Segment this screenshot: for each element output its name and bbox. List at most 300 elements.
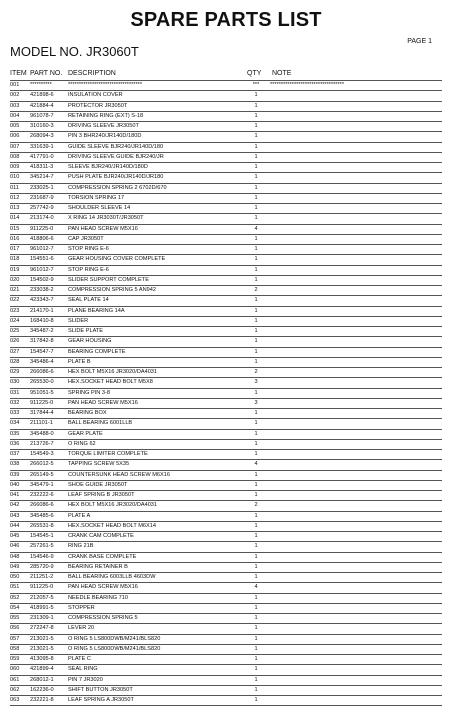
part-number: 257261-5 — [30, 543, 54, 550]
description: SHOE GUIDE JR3050T — [68, 481, 128, 488]
table-row — [10, 295, 442, 305]
table-row — [10, 111, 442, 121]
description: BALL BEARING 6001LLB — [68, 420, 133, 427]
quantity: 1 — [254, 625, 258, 632]
quantity: 1 — [254, 430, 258, 437]
description: BEARING RETAINER B — [68, 563, 128, 570]
description: GEAR HOUSING COVER COMPLETE — [68, 256, 166, 263]
part-number: 214170-1 — [30, 307, 54, 314]
part-number: 423343-7 — [30, 297, 54, 304]
description: HEX.SOCKET HEAD BOLT M5X8 — [68, 379, 153, 386]
quantity: 3 — [254, 379, 258, 386]
part-number: 231687-9 — [30, 194, 54, 201]
item-number: 037 — [10, 451, 20, 457]
quantity: 1 — [254, 574, 258, 580]
item-number: 035 — [10, 430, 20, 437]
quantity: 1 — [254, 410, 258, 416]
quantity: 1 — [254, 235, 258, 242]
description: O RING 62 — [68, 440, 96, 447]
description: SEAL PLATE 14 — [68, 297, 109, 304]
description: COUNTERSUNK HEAD SCREW M6X16 — [68, 471, 170, 478]
item-number: 014 — [10, 215, 20, 222]
part-number: 345485-6 — [30, 512, 54, 519]
item-number: 025 — [10, 328, 20, 334]
item-number: 026 — [10, 338, 20, 345]
part-number: 233025-1 — [30, 184, 54, 191]
column-header-note: NOTE — [272, 70, 292, 77]
quantity: *** — [252, 82, 260, 88]
item-number: 062 — [10, 686, 20, 693]
table-row — [10, 664, 442, 674]
quantity: 2 — [254, 502, 258, 509]
quantity: 1 — [254, 563, 258, 570]
quantity: 1 — [254, 697, 258, 703]
item-number: 061 — [10, 676, 20, 683]
item-number: 052 — [10, 594, 20, 601]
quantity: 2 — [254, 369, 258, 375]
table-row — [10, 203, 442, 213]
part-number: 268012-1 — [30, 676, 54, 683]
description: PLATE B — [68, 358, 91, 365]
item-number: 063 — [10, 697, 20, 703]
part-number: 418311-3 — [30, 164, 54, 170]
item-number: 034 — [10, 420, 20, 427]
description: SLIDER SUPPORT COMPLETE — [68, 276, 149, 283]
part-number: 272247-8 — [30, 625, 54, 632]
item-number: 021 — [10, 287, 20, 293]
part-number: 961012-7 — [30, 246, 54, 252]
item-number: 046 — [10, 543, 20, 550]
item-number: 009 — [10, 164, 20, 170]
quantity: 1 — [254, 276, 258, 283]
table-row — [10, 490, 442, 500]
item-number: 050 — [10, 574, 20, 580]
quantity: 1 — [254, 543, 258, 550]
description: CRANK BASE COMPLETE — [68, 553, 137, 560]
part-number: 317842-8 — [30, 338, 54, 345]
quantity: 2 — [254, 287, 258, 293]
item-number: 028 — [10, 358, 20, 365]
quantity: 1 — [254, 184, 258, 191]
description: COMPRESSION SPRING 5 — [68, 615, 138, 621]
quantity: 1 — [254, 656, 258, 662]
part-number: 266086-6 — [30, 369, 54, 375]
part-number: 417791-0 — [30, 153, 54, 160]
table-row — [10, 418, 442, 428]
item-number: 018 — [10, 256, 20, 263]
quantity: 1 — [254, 307, 258, 314]
table-row — [10, 172, 442, 182]
quantity: 1 — [254, 604, 258, 611]
part-number: 345479-1 — [30, 481, 54, 488]
quantity: 1 — [254, 246, 258, 252]
quantity: 1 — [254, 164, 258, 170]
table-row — [10, 552, 442, 562]
table-row — [10, 90, 442, 100]
description: SLIDE PLATE — [68, 328, 104, 334]
table-row — [10, 326, 442, 336]
quantity: 1 — [254, 666, 258, 673]
part-number: 265531-8 — [30, 522, 54, 529]
table-row — [10, 101, 442, 111]
description: SLEEVE BJR240/JR140D/180D — [68, 164, 148, 170]
item-number: 036 — [10, 440, 20, 447]
table-row — [10, 357, 442, 367]
model-number: MODEL NO. JR3060T — [10, 44, 139, 59]
quantity: 1 — [254, 174, 258, 181]
part-number: 211101-1 — [30, 420, 53, 427]
part-number: 154502-9 — [30, 276, 54, 283]
part-number: 421884-4 — [30, 102, 54, 109]
description: RING 21B — [68, 543, 94, 550]
table-row — [10, 162, 442, 172]
quantity: 1 — [254, 348, 258, 355]
item-number: 010 — [10, 174, 20, 181]
item-number: 019 — [10, 266, 20, 273]
item-number: 001 — [10, 82, 20, 88]
item-number: 015 — [10, 225, 20, 232]
description: BALL BEARING 6003LLB 4603DW — [68, 574, 156, 580]
description: HEX BOLT M5X16 JR3020/DA4031 — [68, 502, 158, 509]
item-number: 055 — [10, 615, 20, 621]
description: COMPRESSION SPRING 5 AN942 — [68, 287, 156, 293]
parts-table — [10, 80, 442, 706]
quantity: 1 — [254, 153, 258, 160]
table-row — [10, 183, 442, 193]
table-row — [10, 265, 442, 275]
table-row — [10, 234, 442, 244]
column-header-item: ITEM — [10, 70, 27, 77]
part-number: 213021-5 — [30, 635, 54, 642]
item-number: 040 — [10, 481, 20, 488]
table-row — [10, 500, 442, 510]
part-number: 265149-5 — [30, 471, 54, 478]
table-row — [10, 644, 442, 654]
item-number: 054 — [10, 604, 20, 611]
item-number: 008 — [10, 153, 20, 160]
part-number: 911225-0 — [30, 584, 54, 591]
description: LEAF SPRING A JR3050T — [68, 697, 134, 703]
quantity: 1 — [254, 317, 258, 324]
item-number: 038 — [10, 461, 20, 468]
table-row — [10, 377, 442, 387]
description: PLATE C — [68, 656, 91, 662]
table-row — [10, 121, 442, 131]
quantity: 1 — [254, 297, 258, 304]
table-row — [10, 582, 442, 592]
table-row — [10, 449, 442, 459]
item-number: 059 — [10, 656, 20, 662]
description: PLANE BEARING 14A — [68, 307, 125, 314]
description: TAPPING SCREW 5X35 — [68, 461, 130, 468]
part-number: 345486-4 — [30, 358, 54, 365]
item-number: 029 — [10, 369, 20, 375]
note: ********************************** — [270, 82, 345, 88]
quantity: 1 — [254, 112, 258, 119]
item-number: 056 — [10, 625, 20, 632]
description: ********************************** — [68, 82, 143, 88]
part-number: 345214-7 — [30, 174, 54, 181]
quantity: 1 — [254, 92, 258, 99]
table-row — [10, 572, 442, 582]
item-number: 005 — [10, 123, 20, 129]
part-number: 317844-4 — [30, 410, 54, 416]
item-number: 060 — [10, 666, 20, 673]
item-number: 017 — [10, 246, 20, 252]
table-row — [10, 562, 442, 572]
table-row — [10, 470, 442, 480]
part-number: 154547-7 — [30, 348, 54, 355]
table-row — [10, 541, 442, 551]
description: SLIDER — [68, 317, 89, 324]
quantity: 1 — [254, 133, 258, 140]
item-number: 023 — [10, 307, 20, 314]
quantity: 1 — [254, 492, 258, 498]
item-number: 048 — [10, 553, 20, 560]
part-number: 168410-8 — [30, 317, 54, 324]
quantity: 1 — [254, 553, 258, 560]
quantity: 1 — [254, 205, 258, 211]
item-number: 003 — [10, 102, 20, 109]
table-row — [10, 408, 442, 418]
part-number: 213174-0 — [30, 215, 54, 222]
item-number: 049 — [10, 563, 20, 570]
table-row — [10, 654, 442, 664]
table-header — [10, 70, 442, 80]
description: PROTECTOR JR3050T — [68, 102, 128, 109]
quantity: 1 — [254, 635, 258, 642]
quantity: 1 — [254, 215, 258, 222]
description: SPRING PIN 3-8 — [68, 389, 110, 396]
quantity: 1 — [254, 533, 258, 539]
part-number: 154546-9 — [30, 553, 54, 560]
item-number: 032 — [10, 399, 20, 406]
table-row — [10, 224, 442, 234]
part-number: 285720-9 — [30, 563, 54, 570]
description: INSULATION COVER — [68, 92, 123, 99]
table-row — [10, 347, 442, 357]
quantity: 1 — [254, 338, 258, 345]
quantity: 1 — [254, 123, 258, 129]
item-number: 033 — [10, 410, 20, 416]
quantity: 4 — [254, 225, 258, 232]
description: GEAR PLATE — [68, 430, 103, 437]
description: STOP RING E-6 — [68, 266, 109, 273]
description: COMPRESSION SPRING 2 6702D/670 — [68, 184, 167, 191]
quantity: 1 — [254, 194, 258, 201]
description: CAP JR3050T — [68, 235, 104, 242]
table-row — [10, 388, 442, 398]
description: HEX.SOCKET HEAD BOLT M6X14 — [68, 522, 156, 529]
description: BEARING COMPLETE — [68, 348, 126, 355]
table-row — [10, 623, 442, 633]
part-number: 213021-5 — [30, 645, 54, 652]
part-number: 418991-5 — [30, 604, 54, 611]
quantity: 1 — [254, 645, 258, 652]
item-number: 011 — [10, 184, 19, 191]
part-number: 162236-0 — [30, 686, 54, 693]
description: PIN 3 BHR240/JR140D/180D — [68, 133, 142, 140]
description: DRIVING SLEEVE GUIDE BJR240/JR — [68, 153, 164, 160]
table-row — [10, 521, 442, 531]
part-number: 345487-2 — [30, 328, 54, 334]
description: PIN 7 JR3020 — [68, 676, 103, 683]
part-number: 231309-1 — [30, 615, 54, 621]
description: SHIFT BUTTON JR3050T — [68, 686, 133, 693]
table-row — [10, 254, 442, 264]
part-number: 951051-5 — [30, 389, 54, 396]
part-number: 233038-2 — [30, 287, 54, 293]
table-row — [10, 675, 442, 685]
quantity: 1 — [254, 266, 258, 273]
quantity: 1 — [254, 102, 258, 109]
description: O RING 5 LS800DWB/M241/BLS820 — [68, 645, 161, 652]
table-row — [10, 336, 442, 346]
quantity: 1 — [254, 256, 258, 263]
part-number: 266086-6 — [30, 502, 54, 509]
part-number: 421899-4 — [30, 666, 54, 673]
part-number: 345488-0 — [30, 430, 54, 437]
table-row — [10, 603, 442, 613]
item-number: 031 — [10, 389, 20, 396]
table-row — [10, 439, 442, 449]
part-number: 266012-5 — [30, 461, 54, 468]
quantity: 1 — [254, 358, 258, 365]
description: DRIVING SLEEVE JR3050T — [68, 123, 139, 129]
quantity: 1 — [254, 389, 258, 396]
description: GUIDE SLEEVE BJR240/JR140D/180 — [68, 143, 164, 150]
description: SEAL RING — [68, 666, 98, 673]
description: LEVER 20 — [68, 625, 95, 632]
quantity: 1 — [254, 512, 258, 519]
description: STOPPER — [68, 604, 95, 611]
item-number: 006 — [10, 133, 20, 140]
item-number: 024 — [10, 317, 20, 324]
part-number: 418806-6 — [30, 235, 54, 242]
item-number: 043 — [10, 512, 20, 519]
item-number: 030 — [10, 379, 20, 386]
item-number: 039 — [10, 471, 20, 478]
description: RETAINING RING (EXT) S-18 — [68, 112, 144, 119]
table-row — [10, 244, 442, 254]
description: TORQUE LIMITER COMPLETE — [68, 451, 148, 457]
quantity: 1 — [254, 451, 258, 457]
table-row — [10, 131, 442, 141]
part-number: 421898-6 — [30, 92, 54, 99]
quantity: 4 — [254, 584, 258, 591]
description: PUSH PLATE BJR240/JR140D/JR180 — [68, 174, 164, 181]
part-number: 211251-2 — [30, 574, 54, 580]
table-row — [10, 593, 442, 603]
item-number: 058 — [10, 645, 20, 652]
table-row — [10, 685, 442, 695]
quantity: 1 — [254, 594, 258, 601]
part-number: 257742-9 — [30, 205, 54, 211]
part-number: 232222-6 — [30, 492, 54, 498]
item-number: 044 — [10, 522, 20, 529]
item-number: 002 — [10, 92, 20, 99]
quantity: 1 — [254, 522, 258, 529]
item-number: 027 — [10, 348, 20, 355]
part-number: 413095-8 — [30, 656, 54, 662]
table-row — [10, 480, 442, 490]
part-number: 310160-3 — [30, 123, 54, 129]
table-row — [10, 367, 442, 377]
quantity: 1 — [254, 143, 258, 150]
quantity: 1 — [254, 440, 258, 447]
column-header-description: DESCRIPTION — [68, 70, 116, 77]
quantity: 1 — [254, 686, 258, 693]
item-number: 041 — [10, 492, 20, 498]
part-number: 212057-5 — [30, 594, 54, 601]
part-number: 154545-1 — [30, 533, 54, 539]
part-number: 961078-7 — [30, 112, 54, 119]
table-row — [10, 511, 442, 521]
description: BEARING BOX — [68, 410, 107, 416]
part-number: 961012-7 — [30, 266, 54, 273]
table-row — [10, 459, 442, 469]
quantity: 1 — [254, 481, 258, 488]
part-number: 232221-8 — [30, 697, 54, 703]
table-row — [10, 285, 442, 295]
table-row — [10, 316, 442, 326]
part-number: 154551-6 — [30, 256, 54, 263]
part-number: 911225-0 — [30, 399, 54, 406]
quantity: 1 — [254, 328, 258, 334]
page-number: PAGE 1 — [407, 38, 432, 45]
table-row — [10, 80, 442, 90]
description: X RING 14 JR3030T/JR3050T — [68, 215, 144, 222]
part-number: ********** — [30, 82, 52, 88]
quantity: 1 — [254, 420, 258, 427]
item-number: 004 — [10, 112, 20, 119]
description: PAN HEAD SCREW M5X16 — [68, 584, 138, 591]
table-row — [10, 193, 442, 203]
description: STOP RING E-6 — [68, 246, 109, 252]
item-number: 057 — [10, 635, 20, 642]
table-row — [10, 634, 442, 644]
table-row — [10, 306, 442, 316]
table-row — [10, 275, 442, 285]
column-header-part-no: PART NO. — [30, 70, 63, 77]
quantity: 1 — [254, 615, 258, 621]
table-row — [10, 152, 442, 162]
quantity: 1 — [254, 676, 258, 683]
quantity: 4 — [254, 461, 258, 468]
item-number: 022 — [10, 297, 20, 304]
part-number: 331639-1 — [30, 143, 54, 150]
item-number: 013 — [10, 205, 20, 211]
table-row — [10, 695, 442, 706]
item-number: 045 — [10, 533, 20, 539]
table-row — [10, 213, 442, 223]
description: CRANK CAM COMPLETE — [68, 533, 134, 539]
table-row — [10, 429, 442, 439]
description: GEAR HOUSING — [68, 338, 112, 345]
item-number: 051 — [10, 584, 20, 591]
table-row — [10, 613, 442, 623]
table-row — [10, 142, 442, 152]
table-row — [10, 531, 442, 541]
table-row — [10, 398, 442, 408]
item-number: 042 — [10, 502, 20, 509]
quantity: 3 — [254, 399, 258, 406]
description: O RING 5 LS800DWB/M241/BLS820 — [68, 635, 161, 642]
description: PAN HEAD SCREW M5X16 — [68, 399, 138, 406]
quantity: 1 — [254, 471, 258, 478]
part-number: 911225-0 — [30, 225, 54, 232]
description: SHOULDER SLEEVE 14 — [68, 205, 131, 211]
